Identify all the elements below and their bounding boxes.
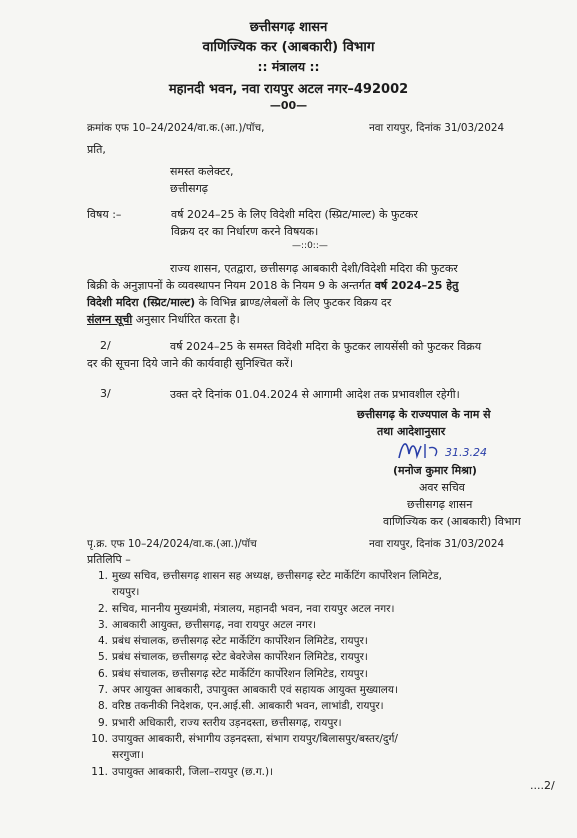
letter-number: क्रमांक एफ 10–24/2024/वा.क.(आ.)/पॉच, [87,122,265,134]
copy-recipient-number: 9. [97,716,108,729]
governor-order-line-2: तथा आदेशानुसार [377,425,446,438]
para3-line-1: उक्त दरे दिनांक 01.04.2024 से आगामी आदेश तक प्रभावशील रहेगी। [170,388,460,401]
signatory-designation: अवर सचिव [419,481,465,494]
next-page-marker: ....2/ [530,779,555,792]
copy-recipient-number: 1. [97,570,108,582]
copy-recipient-item [89,617,442,633]
copy-recipient-item [89,747,442,763]
copy-recipient-item [89,715,442,731]
copy-recipient-item [89,568,442,584]
copy-recipient-number: 4. [97,635,108,648]
copy-recipient-number: 7. [97,684,108,697]
para1-year-bold: वर्ष 2024–25 हेतु [374,279,459,292]
copy-recipient-text: रायपुर। [112,586,140,599]
copy-recipient-item [89,633,442,649]
subject-label: विषय :– [87,208,122,221]
copy-recipient-text: आबकारी आयुक्त, छत्तीसगढ़, नवा रायपुर अटल नगर। [112,618,317,631]
copy-recipient-number: 2. [97,602,108,615]
governor-order-line-1: छत्तीसगढ़ के राज्यपाल के नाम से [357,408,491,421]
para3-number: 3/ [100,387,111,400]
copy-recipient-text: उपायुक्त आबकारी, संभागीय उड़नदस्ता, संभाग रायपुर/बिलासपुर/बस्तर/दुर्ग/ [112,732,398,745]
copy-recipient-text: अपर आयुक्त आबकारी, उपायुक्त आबकारी एवं सहायक आयुक्त मुख्यालय। [112,684,398,697]
para2-number: 2/ [100,339,111,352]
para1-text-3: अनुसार निर्धारित करता है। [132,313,240,326]
signatory-name: (मनोज कुमार मिश्रा) [393,464,477,477]
para1-liquor-bold: विदेशी मदिरा (स्प्रिट/माल्ट) [87,296,196,309]
copy-recipient-list [89,568,442,780]
signatory-department: वाणिज्यिक कर (आबकारी) विभाग [383,515,521,528]
signatory-govt: छत्तीसगढ़ शासन [407,498,473,511]
copy-recipient-item [89,584,442,600]
signature-date: 31.3.24 [445,446,487,459]
copy-recipient-item [89,698,442,714]
copy-recipient-number: 10. [91,732,108,745]
copy-recipient-item [89,731,442,747]
para2-line-1: वर्ष 2024–25 के समस्त विदेशी मदिरा के फुटकर लायसेंसी को फुटकर विक्रय [170,340,482,353]
copy-recipient-number: 5. [97,651,108,664]
copy-recipient-text: सरगुजा। [112,749,144,762]
copy-recipient-text: प्रबंध संचालक, छत्तीसगढ़ स्टेट मार्केटिंग कार्पोरेशन लिमिटेड, रायपुर। [112,635,368,648]
subject-line-1: वर्ष 2024–25 के लिए विदेशी मदिरा (स्प्रिट/माल्ट) के फुटकर [171,208,418,221]
para2-line-2: दर की सूचना दिये जाने की कार्यवाही सुनिश्चित करें। [87,357,294,370]
para1-line-3 [87,294,391,311]
copy-recipient-text: वरिष्ठ तकनीकी निदेशक, एन.आई.सी. आबकारी भवन, लाभांडी, रायपुर। [112,700,384,713]
handwritten-signature [395,436,515,464]
endorsement-number: पृ.क्र. एफ 10–24/2024/वा.क.(आ.)/पॉच [87,538,257,550]
para1-line-2 [87,277,458,294]
copy-recipient-text: सचिव, माननीय मुख्यमंत्री, मंत्रालय, महानदी भवन, नवा रायपुर अटल नगर। [112,602,395,615]
copy-recipient-item [89,764,442,780]
copy-recipient-number: 6. [97,667,108,680]
department-title: वाणिज्यिक कर (आबकारी) विभाग [202,39,375,55]
copy-recipient-number: 11. [91,765,108,778]
subject-separator: —::0::— [292,241,328,251]
header-separator: —00— [269,99,308,112]
para1-line-4 [87,311,240,328]
copy-recipient-text: उपायुक्त आबकारी, जिला–रायपुर (छ.ग.)। [112,765,274,778]
copy-recipient-item [89,649,442,665]
letter-date: नवा रायपुर, दिनांक 31/03/2024 [369,122,505,134]
copy-recipient-item [89,666,442,682]
copy-to-label: प्रतिलिपि – [87,553,131,566]
copy-recipient-text: प्रभारी अधिकारी, राज्य स्तरीय उड़नदस्ता, छत्तीसगढ़, रायपुर। [112,716,342,729]
to-label: प्रति, [87,143,106,156]
copy-recipient-number: 3. [97,618,108,631]
copy-recipient-text: प्रबंध संचालक, छत्तीसगढ़ स्टेट मार्केटिंग कार्पोरेशन लिमिटेड, रायपुर। [112,667,368,680]
govt-title: छत्तीसगढ़ शासन [249,20,328,35]
para1-line-1: राज्य शासन, एतद्वारा, छत्तीसगढ़ आबकारी देशी/विदेशी मदिरा की फुटकर [170,262,458,275]
address-line: महानदी भवन, नवा रायपुर अटल नगर–492002 [168,82,409,97]
endorsement-date: नवा रायपुर, दिनांक 31/03/2024 [369,538,505,550]
copy-recipient-item [89,682,442,698]
copy-recipient-text: मुख्य सचिव, छत्तीसगढ़ शासन सह अध्यक्ष, छत्तीसगढ़ स्टेट मार्केटिंग कार्पोरेशन लिमिटेड, [112,570,442,582]
copy-recipient-item [89,601,442,617]
copy-recipient-number: 8. [97,700,108,713]
para1-text: बिक्री के अनुज्ञापनों के व्यवस्थापन नियम 2018 के नियम 9 के अन्तर्गत [87,279,375,292]
para1-text-2: के विभिन्न ब्राण्ड/लेबलों के लिए फुटकर विक्रय दर [195,296,392,309]
subject-line-2: विक्रय दर का निर्धारण करने विषयक। [171,225,319,238]
recipient-line-2: छत्तीसगढ़ [170,182,208,195]
attached-list-underlined: संलग्न सूची [87,313,133,326]
ministry-title: :: मंत्रालय :: [257,59,320,74]
copy-recipient-text: प्रबंध संचालक, छत्तीसगढ़ स्टेट बेवरेजेस कार्पोरेशन लिमिटेड, रायपुर। [112,651,368,664]
recipient-line-1: समस्त कलेक्टर, [170,165,234,178]
